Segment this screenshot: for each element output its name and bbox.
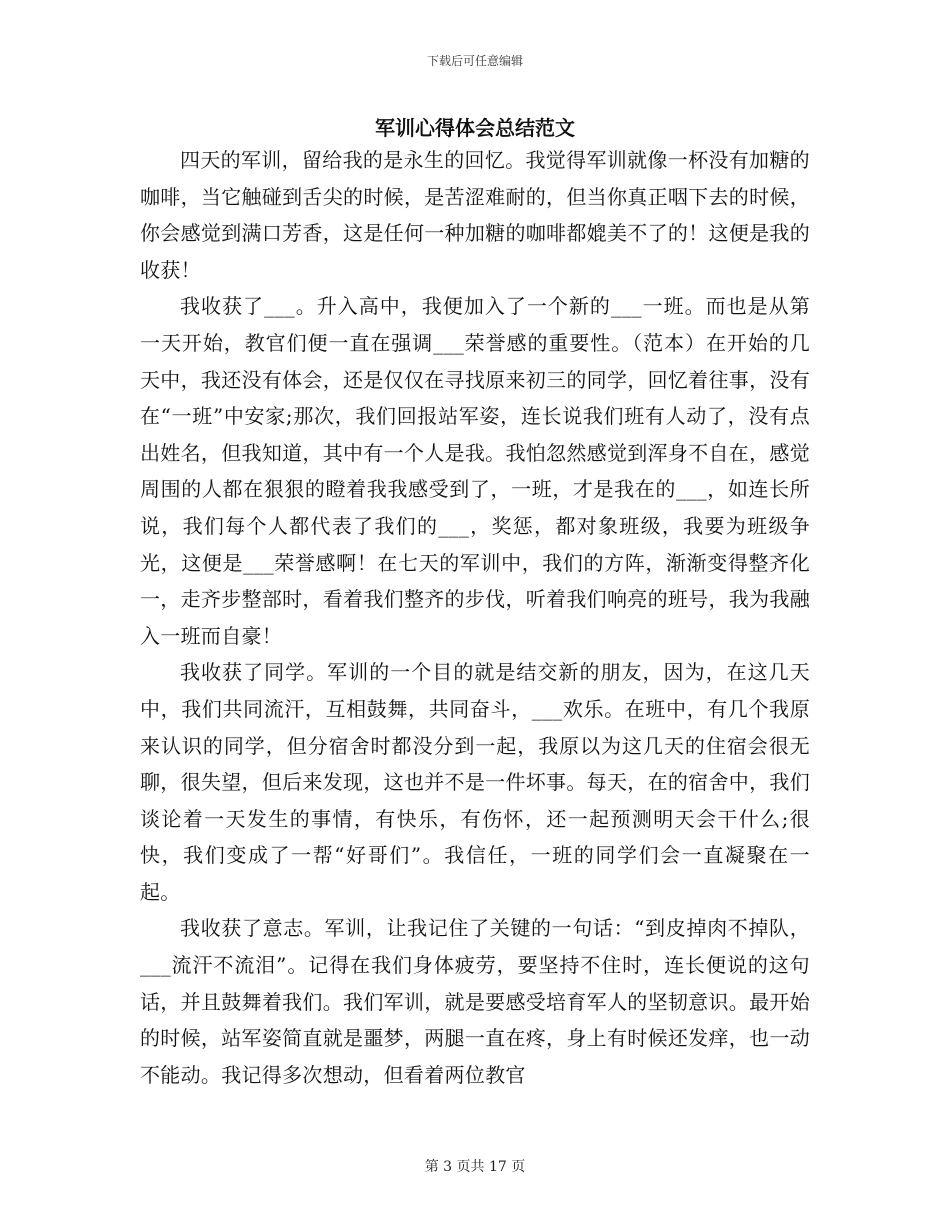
paragraph-1: 四天的军训，留给我的是永生的回忆。我觉得军训就像一杯没有加糖的咖啡，当它触碰到舌尖的时候，是苦涩难耐的，但当你真正咽下去的时候，你会感觉到满口芳香，这是任何一种加糖的咖啡都媲美不了的！这便是我的收获！	[140, 148, 810, 282]
page-header-note: 下载后可任意编辑	[426, 54, 523, 68]
document-title: 军训心得体会总结范文	[375, 116, 575, 140]
paragraph-3: 我收获了同学。军训的一个目的就是结交新的朋友，因为，在这几天中，我们共同流汗，互相鼓舞，共同奋斗，___欢乐。在班中，有几个我原来认识的同学，但分宿舍时都没分到一起，我原以为这几天的住宿会很无聊，很失望，但后来发现，这也并不是一件坏事。每天，在的宿舍中，我们谈论着一天发生的事情，有快乐，有伤怀，还一起预测明天会干什么;很快，我们变成了一帮“好哥们”。我信任，一班的同学们会一直凝聚在一起。	[140, 660, 810, 904]
document-body	[140, 142, 810, 1093]
paragraph-4: 我收获了意志。军训，让我记住了关键的一句话：“到皮掉肉不掉队，___流汗不流泪”。记得在我们身体疲劳，要坚持不住时，连长便说的这句话，并且鼓舞着我们。我们军训，就是要感受培育军人的坚韧意识。最开始的时候，站军姿简直就是噩梦，两腿一直在疼，身上有时候还发痒，也一动不能动。我记得多次想动，但看着两位教官	[140, 916, 810, 1087]
page-footer-number: 第 3 页共 17 页	[424, 1159, 526, 1175]
paragraph-2: 我收获了___。升入高中，我便加入了一个新的___一班。而也是从第一天开始，教官们便一直在强调___荣誉感的重要性。（范本）在开始的几天中，我还没有体会，还是仅仅在寻找原来初三的同学，回忆着往事，没有在“一班”中安家;那次，我们回报站军姿，连长说我们班有人动了，没有点出姓名，但我知道，其中有一个人是我。我怕忽然感觉到浑身不自在，感觉周围的人都在狠狠的瞪着我我感受到了，一班，才是我在的___，如连长所说，我们每个人都代表了我们的___，奖惩，都对象班级，我要为班级争光，这便是___荣誉感啊！在七天的军训中，我们的方阵，渐渐变得整齐化一，走齐步整部时，看着我们整齐的步伐，听着我们响亮的班号，我为我融入一班而自豪！	[140, 294, 810, 648]
